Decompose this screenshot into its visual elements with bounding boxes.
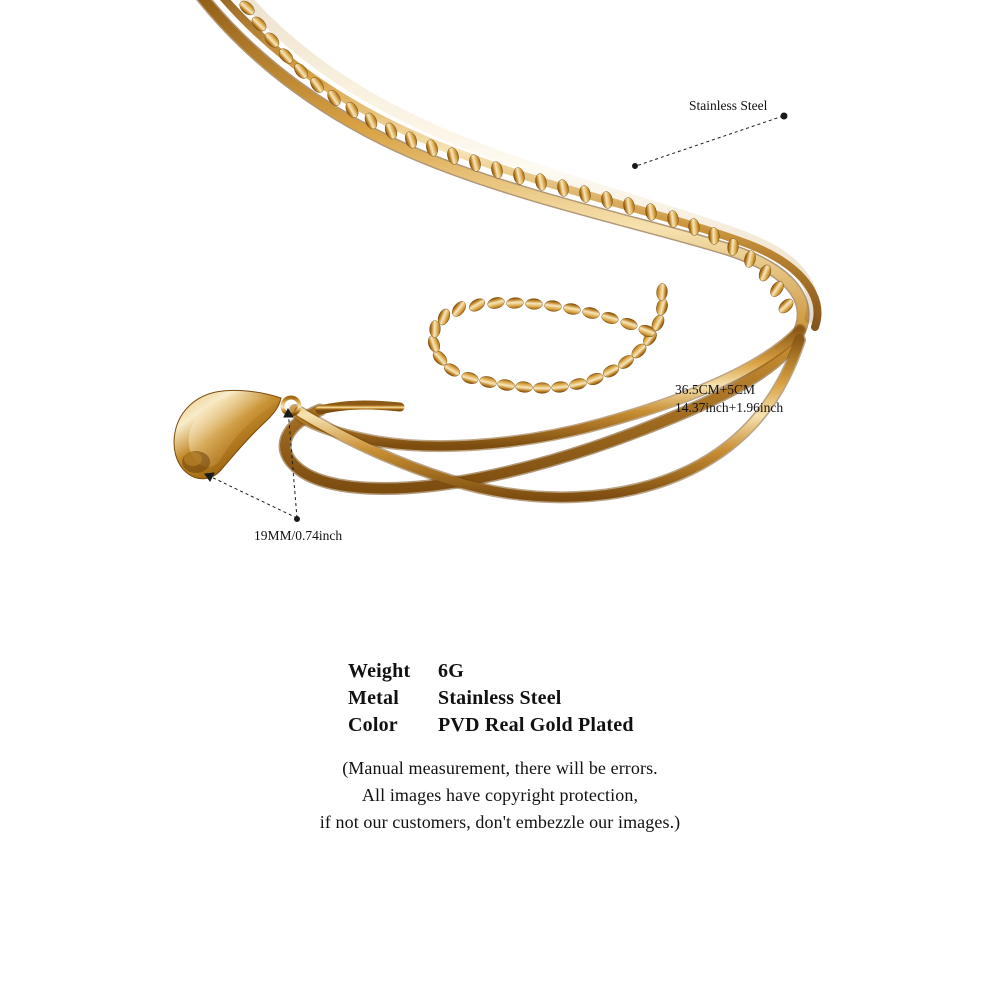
- spec-label-metal: Metal: [348, 687, 399, 709]
- bead-chain-lower: [426, 283, 669, 393]
- disclaimer-line: if not our customers, don't embezzle our images.): [319, 812, 681, 832]
- annotation-material: Stainless Steel: [689, 98, 768, 113]
- specification-block: [0, 660, 1000, 836]
- annotation-pendant-size: 19MM/0.74inch: [254, 528, 343, 543]
- spec-label-weight: Weight: [348, 660, 411, 682]
- spec-row: [348, 714, 1000, 741]
- spec-table: [348, 660, 1000, 741]
- disclaimer-line: All images have copyright protection,: [361, 785, 639, 805]
- spec-row: [348, 687, 1000, 714]
- annotation-length-cm: 36.5CM+5CM: [675, 382, 756, 397]
- spec-value-metal: Stainless Steel: [438, 687, 562, 709]
- teardrop-pendant: [174, 390, 299, 478]
- spec-value-weight: 6G: [438, 660, 464, 682]
- disclaimer-note: [0, 755, 1000, 836]
- spec-value-color: PVD Real Gold Plated: [438, 714, 634, 736]
- disclaimer-line: (Manual measurement, there will be errors.: [342, 758, 658, 778]
- spec-label-color: Color: [348, 714, 398, 736]
- spec-row: [348, 660, 1000, 687]
- annotation-length: [675, 381, 783, 417]
- annotation-length-inch: 14.37inch+1.96inch: [675, 400, 784, 416]
